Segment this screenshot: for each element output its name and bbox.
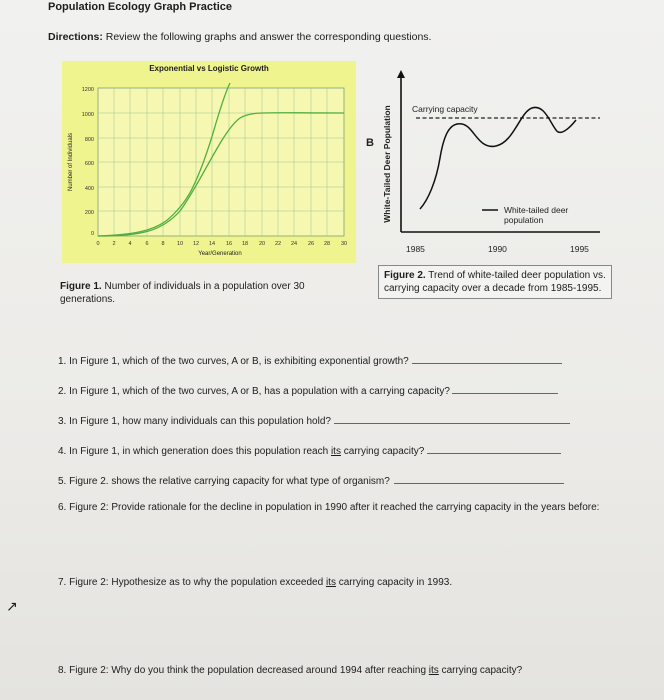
question-8-its: its [428,665,439,676]
question-3 [58,413,570,429]
figure-2-caption [378,265,612,299]
x-tick: 8 [161,241,165,247]
answer-line-4[interactable] [427,443,561,454]
x-tick: 12 [192,241,200,247]
answer-line-1[interactable] [412,353,562,364]
figure-1-y-ticks [82,87,94,237]
question-6-text: 6. Figure 2: Provide rationale for the decline in population in 1990 after it reached the carrying capacity in the years before: [58,502,600,513]
x-tick: 26 [307,241,315,247]
figure-1-x-ticks [96,241,347,247]
x-tick: 2 [112,241,116,247]
question-3-text: 3. In Figure 1, how many individuals can this population hold? [58,416,331,427]
figure-2-caption-label: Figure 2. [384,270,426,281]
figure-1-caption [60,280,350,306]
x-tick: 14 [208,241,216,247]
x-tick: 4 [128,241,132,247]
question-4 [58,443,561,459]
legend-text: White-tailed deer [504,205,569,215]
y-tick: 1000 [81,112,94,118]
x-tick: 6 [145,241,149,247]
question-7-end: carrying capacity in 1993. [335,577,453,588]
y-tick: 400 [84,186,94,192]
figure-2-caption-text: Trend of white-tailed deer population vs. carrying capacity over a decade from 1985-1995. [384,270,606,294]
question-1-text: 1. In Figure 1, which of the two curves, A or B, is exhibiting exponential growth? [58,356,409,367]
x-tick: 20 [258,241,266,247]
figure-2-letter: B [366,137,374,149]
y-tick: 200 [84,210,94,216]
figure-1-chart [62,61,356,263]
question-7-text: 7. Figure 2: Hypothesize as to why the population exceeded [58,577,326,588]
y-tick: 800 [84,137,94,143]
page-title: Population Ecology Graph Practice [48,1,232,13]
question-4-text: 4. In Figure 1, in which generation does this population reach [58,446,331,457]
question-5 [58,473,564,489]
question-8-text: 8. Figure 2: Why do you think the population decreased around 1994 after reaching [58,665,429,676]
x-tick: 24 [290,241,298,247]
legend-text: population [504,215,544,225]
directions [48,31,431,43]
directions-label: Directions: [48,31,103,43]
question-4-its: its [330,446,341,457]
question-8-end: carrying capacity? [438,665,523,676]
answer-line-3[interactable] [334,413,570,424]
question-7-its: its [325,577,336,588]
question-4-end: carrying capacity? [340,446,425,457]
x-tick: 28 [323,241,331,247]
figure-2-chart [366,64,610,260]
y-axis-arrow-icon [397,70,405,78]
x-tick: 18 [241,241,249,247]
x-tick: 1995 [570,244,589,254]
x-tick: 22 [274,241,282,247]
x-tick: 30 [340,241,348,247]
y-tick: 600 [84,161,94,167]
figure-1-xlabel: Year/Generation [198,251,242,257]
x-tick: 0 [96,241,100,247]
x-tick: 1990 [488,244,507,254]
answer-line-2[interactable] [452,383,558,394]
question-2-text: 2. In Figure 1, which of the two curves, A or B, has a population with a carrying capacity? [58,386,450,397]
question-6 [58,501,610,515]
figure-2-plot [366,64,610,260]
figure-1-caption-label: Figure 1. [60,281,102,292]
directions-text: Review the following graphs and answer the corresponding questions. [102,31,432,43]
figure-1-title: Exponential vs Logistic Growth [149,64,269,73]
carrying-capacity-label: Carrying capacity [412,104,478,114]
question-5-text: 5. Figure 2. shows the relative carrying capacity for what type of organism? [58,476,390,487]
question-1 [58,353,562,369]
answer-line-5[interactable] [394,473,564,484]
figure-1-ylabel: Number of Individuals [68,132,74,192]
figure-2-ylabel: White-Tailed Deer Population [382,105,392,223]
x-tick: 10 [176,241,184,247]
deer-population-curve [420,107,576,209]
y-tick: 1200 [81,87,94,93]
figure-1-plot [62,61,356,263]
x-tick: 1985 [406,244,425,254]
pushpin-icon: ↗ [6,598,18,614]
question-7 [58,576,452,590]
x-tick: 16 [225,241,233,247]
y-tick: 0 [90,231,94,237]
question-8 [58,664,522,678]
question-2 [58,383,558,399]
figure-1-caption-text: Number of individuals in a population over 30 generations. [60,281,305,305]
